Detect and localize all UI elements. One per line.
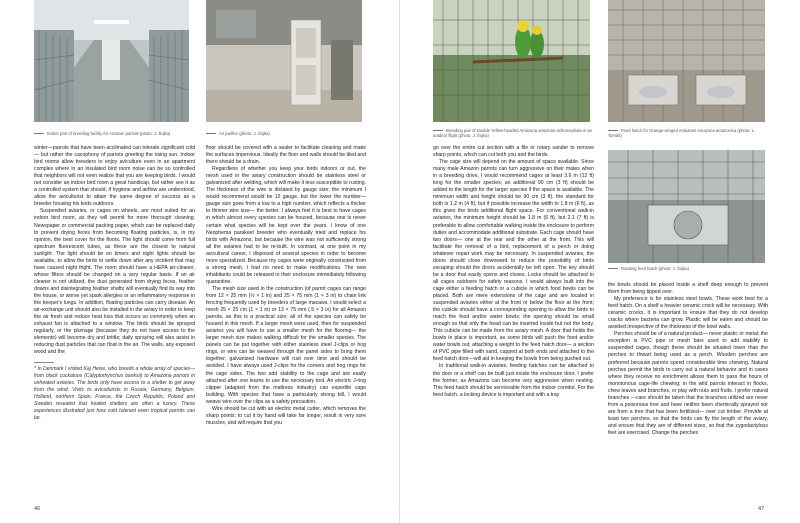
paragraph: go over the entire cut section with a file or rotary sander to remove sharp points, which can cut both you and the birds.: [433, 145, 594, 159]
paragraph: Wire should be cut with an electric metal cutter, which removes the sharp points; to cut it by hand will take far longer, result in very sore muscles, and will require that you: [206, 405, 366, 426]
right-page-column-1: [433, 145, 594, 399]
paragraph: winter—parrots that have been acclimated can tolerate significant cold— but rather the cacophony of parrots greeting the rising sun. Indoor bird rooms allow breeders to enjoy aviculture even in an apartment complex where in an insulated bird room noise can be so controlled that neighbors will not even realize that you are keeping birds. I would not consider an indoor bird room a great handicap, but rather see it as a controlled system that should, if hygiene and airflow are understood, allow the aviculturist to attain the same degree of success as a breeder housing his birds outdoors.: [34, 145, 195, 208]
paragraph: In traditional walk-in aviaries, feeding hatches can be attached to the door or a shelf can be built just inside the enclosure door. I prefer the former, as Amazons can become very aggressive when nesting. This feed hatch should be serviceable from the indoor corridor. For the feed hatch, a locking device is important and with a tray: [433, 363, 594, 398]
caption-text: Indoor part of breeding facility for Amazon parrots (photo: J. Šojka): [47, 131, 171, 136]
caption-rotating-feed-hatch: [608, 266, 768, 271]
caption-rule: [608, 268, 618, 269]
paragraph: Perches should be of a natural product— never plastic or metal; the exception is PVC pipe or mesh bars used to add stability to suspended cages, though these should be situated lower than the perches to thwart being used as a perch. Wooden perches are preferred because parrots spend considerable time chewing. Natural perches permit the birds to carry out a natural behavior and in cases where they receive no enrichment allows them to pass the hours of monotonous cage-life chewing; in the wild parrots interact in flocks, chew leaves and branches, or play with nuts and fruits. I prefer natural branches —care should be taken that the branches utilized are never from a poisonous tree and have neither been chemically sprayed nor are from a tree that has been fertilized— over cut timber. Provide at least two perches, so that the birds can fly the length of the aviary, and ensure that they are of different sizes, so that the zygodactylous feet are exercised. Change the perches: [608, 331, 768, 436]
photo-breeding-pair-amazons: [433, 0, 590, 122]
caption-rule: [433, 130, 443, 131]
caption-text: Air purifier (photo: J. Šojka): [219, 131, 270, 136]
caption-rule: [206, 133, 216, 134]
paragraph: The mesh size used in the construction (of parrot cages can range from 12 × 25 mm (½ × 1 in) and 25 × 75 mm (1 × 3 in) to chain link fencing frequently used by breeders of large macaws. I would select a mesh 25 × 25 cm (1 × 1 in) or 13 × 75 mm (.5 × 3 in) for all Amazon parrots, as this is a practical size; all of the species can safely be housed in this mesh. If a larger mesh were used, then for suspended aviaries you will have to use a smaller mesh for the flooring— the larger mesh size makes walking difficult for the smaller species. The panels can be put together with either stainless steel J-clips or hog rings, or wire can be weaved through the panel sides to bring them together; galvanized hardware will rust over time and should be avoided. I have always used J-clips for the corners and hog rings for the cage sides. The two add stability to the cage and are easily attached after one learns to use the necessary tool. An electric J-ring clipper (adapted from the mattress industry) can expedite cage building. With species that have a particularly strong bill, I would weave wire over the clips as a safety precaution.: [206, 285, 366, 405]
page-number-left: 46: [34, 506, 41, 512]
left-page-column-1: [34, 145, 195, 422]
paragraph: My preference is for stainless steel bowls. These work best for a feed hatch. On a shelf a heavier ceramic crock will be necessary. With ceramic crocks, it is important to ensure that they do not develop cracks where bacteria can grow. Plastic will be eaten and should be avoided irrespective of the thickness of the bowl walls.: [608, 296, 768, 331]
photo-indoor-breeding-facility: [34, 0, 189, 122]
caption-rule: [34, 133, 44, 134]
caption-feed-hatch: [608, 128, 768, 139]
caption-text: Breeding pair of Double Yellow-headed Amazona amazona ochrocephala in an outdoor flight (photo: J. Šojka): [433, 128, 592, 139]
caption-text: Feed hatch for Orange-winged Amazons Amazona amazonica (photo: L. Tomáš): [608, 128, 756, 139]
paragraph: the bowls should be placed inside a shelf deep enough to prevent them from being tipped over.: [608, 282, 768, 296]
caption-text: Rotating feed hatch (photo: J. Šojka): [621, 266, 689, 271]
right-page: [400, 0, 800, 523]
footnote-rule: [34, 362, 54, 363]
paragraph: Regardless of whether you keep your birds indoors or out, the mesh used in the aviary construction should be stainless steel or galvanized after welding, which will make it less susceptible to rusting. The thickness of the wire is dictated by gauge size; the minimum I would recommend would be 12 gauge, but the lower the number— gauge size goes from a low to a high number, which reflects a thicker to thinner wire size— the better. I always feel it is best to have cages in which almost every species can be housed, because one is never certain what species will be kept over the years. I know of one Neophema parakeet breeder who eventually tried and replace his birds with Amazons, but because the wire was not sufficiently strong all the aviaries had to be re-built. In contrast, at one point in my avicultural career, I disposed of several species in order to become more specialized. Because my cages were originally constructed from a strong mesh, I had no need to make modifications. The new inhabitants could be released in their enclosure immediately following quarantine.: [206, 166, 366, 285]
photo-rotating-feed-hatch: [608, 150, 765, 263]
caption-indoor-breeding: [34, 131, 194, 136]
footnote: * In Denmark I visited Kaj Heise, who breeds a whole array of species—from black cockatoos (Calyptorhynchus banksii) to Amazona parrots in unheated aviaries. The birds only have access to a shelter to get away from the wind. Visits to aviculturists in Russia, Germany, Belgium, Holland, northern Spain, France, the Czech Republic, Poland and Sweden revealed that heated shelters are often a luxury. These experiences illustrated just how cold tolerant even tropical parrots can be.: [34, 366, 195, 421]
page-number-right: 47: [758, 506, 765, 512]
paragraph: Suspended aviaries, or cages on wheels, are most suited for an indoor bird room, as they will permit for more thorough cleaning. Newspaper or commercial packing paper, which can be replaced daily to prevent drying feces from becoming floating particles, is, in my opinion, the best cover for the floors. The light should come from full spectrum fluorescent tubes, as these are the closest to natural sunlight. The light should be on timers and night lights should be available, to allow the birds to settle down after any incident that may have caused night fright. The room should have a HEPA air-cleaner, whose filters should be changed on a very regular basis. If an air cleaner is not utilized, the dust generated from drying feces, feather downs and disintegrating feather shafts will eventually find its way into the house, or worse yet spark allergies or an inflammatory response in the keeper's lungs. In addition, floating particles can carry disease. An air-exchange unit should also be installed in the aviary in order to keep the air fresh and reduce heat loss that occurs so commonly when an exhaust fan is attached to a window. The birds should be sprayed regularly, or the plumage (because they do not have access to the elements) will become dry and brittle; daily spraying will also assist in reducing dust particles that can float in the air. The walls, any exposed wood and the: [34, 208, 195, 356]
photo-feed-hatch: [608, 0, 765, 122]
caption-air-purifier: [206, 131, 366, 136]
paragraph: floor should be covered with a sealer to facilitate cleaning and make the surfaces impervious. Ideally the floor and walls should be tiled and there should be a drain.: [206, 145, 366, 166]
left-page-column-2: [206, 145, 366, 427]
right-page-column-2: [608, 282, 768, 437]
photo-air-purifier: [206, 0, 362, 122]
paragraph: The cage size will depend on the amount of space available. Since many male Amazon parrots can turn aggressive on their mates when in a breeding drive, I would recommend cages at least 3.6 m (12 ft) long for the smaller species; an additional 90 cm (3 ft) should be added to the length for the larger species if the space is available. The minimum width and height should be 90 cm (3 ft), the standard for both is 1.2 m (4 ft), but if possible increase the width to 1.8 m (6 ft), as this gives the birds additional flight space. For conventional walk-in aviaries, the minimum height should be 1.8 m (6 ft), but 2.1 (7 ft) is preferable to allow comfortable walking inside the enclosure to perform duties and accommodate additional substrate. Each cage should have two doors— one at the rear and the other at the front. This will facilitate the removal of a bird, replacement of a perch or doing whatever repair work may be necessary. In suspended aviaries, the doors should close downward to reduce the possibility of birds escaping should the doors accidentally be left open. The key should be a door that easily opens and closes. Locks should be attached to all cages outdoors for safety reasons. I would always built into the cage either a feeding hatch or a cubicle in which food bowls can be placed. Both are mere extensions of the cage and are located in suspended aviaries either at the front or below the floor at the front; the cubicle should have a corresponding opening to allow the birds to reach the food and/or water bowls; the opening should be small enough so that only the head can be inserted inside but not the body. This cubicle can be made from the aviary mesh. A door that holds the bowls in place is important, as some birds will push the food and/or water bowls out; attaching a weight to the feed hatch door— a section of PVC pipe filled with sand, capped at both ends and attached to the feed hatch door—will aid in keeping the bowls from being pushed out.: [433, 159, 594, 363]
caption-rule: [608, 130, 618, 131]
caption-breeding-pair: [433, 128, 593, 139]
